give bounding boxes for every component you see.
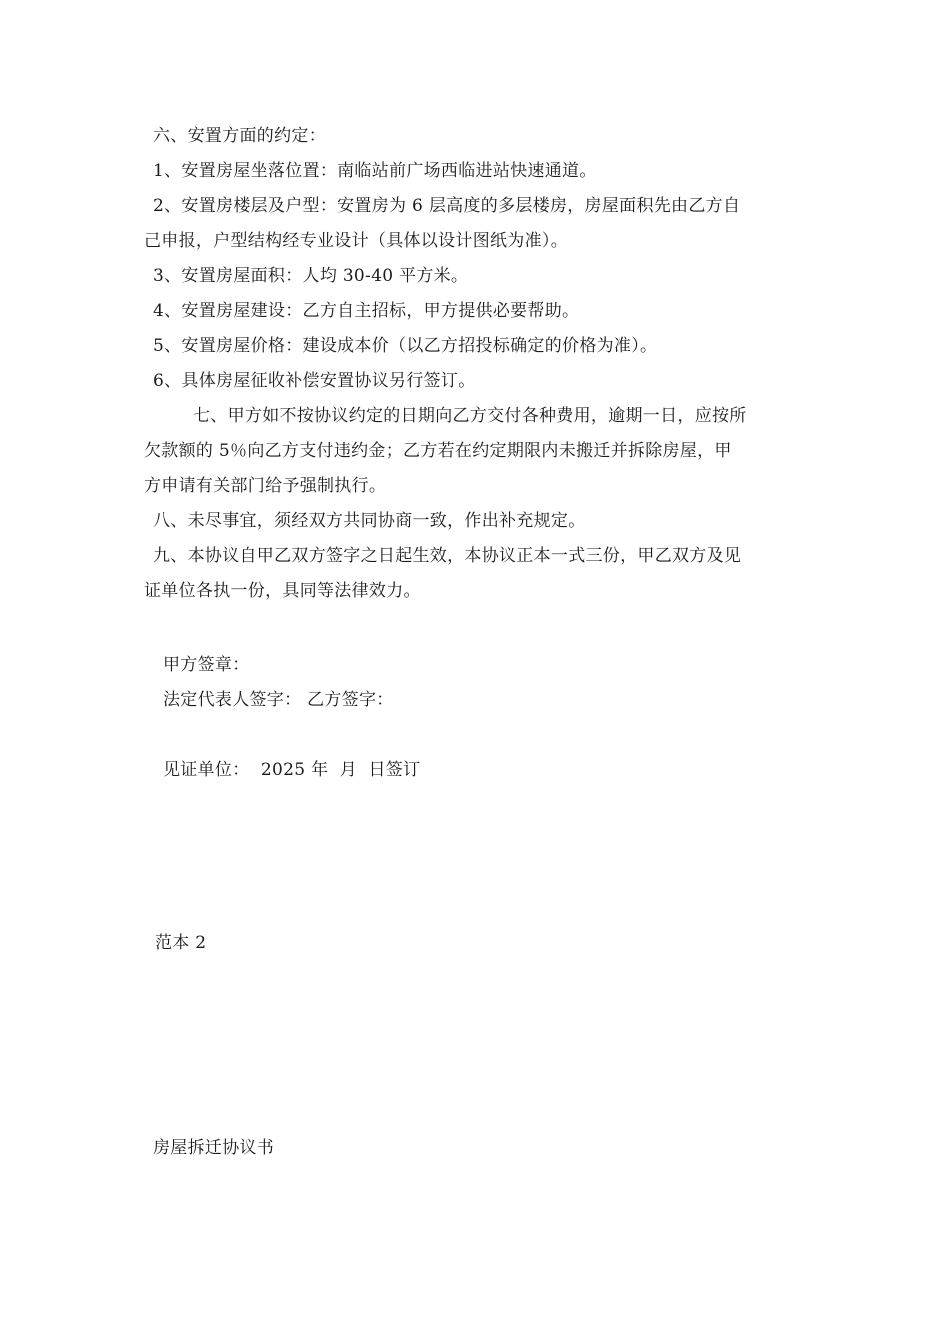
section-6-item-1: 1、安置房屋坐落位置：南临站前广场西临进站快速通道。 (153, 161, 597, 181)
section-6-item-2-line-2: 己申报，户型结构经专业设计（具体以设计图纸为准）。 (144, 231, 568, 251)
section-6-item-5: 5、安置房屋价格：建设成本价（以乙方招投标确定的价格为准）。 (153, 336, 658, 356)
section-9-line-1: 九、本协议自甲乙双方签字之日起生效，本协议正本一式三份，甲乙双方及见 (153, 546, 742, 566)
sample-label: 范本 2 (155, 933, 207, 953)
section-7-line-2: 欠款额的 5％向乙方支付违约金；乙方若在约定期限内未搬迁并拆除房屋，甲 (144, 441, 732, 461)
section-7-line-1: 七、甲方如不按协议约定的日期向乙方交付各种费用，逾期一日，应按所 (193, 406, 747, 426)
section-6-item-4: 4、安置房屋建设：乙方自主招标，甲方提供必要帮助。 (153, 301, 580, 321)
party-a-seal-label: 甲方签章： (163, 655, 250, 675)
section-7-line-3: 方申请有关部门给予强制执行。 (144, 476, 387, 496)
document-title: 房屋拆迁协议书 (153, 1138, 275, 1158)
section-6-item-6: 6、具体房屋征收补偿安置协议另行签订。 (153, 371, 476, 391)
section-6-item-2-line-1: 2、安置房楼层及户型：安置房为 6 层高度的多层楼房，房屋面积先由乙方自 (153, 196, 741, 216)
section-6-heading: 六、安置方面的约定： (153, 126, 326, 146)
legal-rep-and-party-b-signature: 法定代表人签字： 乙方签字： (163, 690, 394, 710)
section-8: 八、未尽事宜，须经双方共同协商一致，作出补充规定。 (153, 511, 586, 531)
section-9-line-2: 证单位各执一份，具同等法律效力。 (144, 581, 421, 601)
section-6-item-3: 3、安置房屋面积：人均 30-40 平方米。 (153, 266, 469, 286)
witness-and-date: 见证单位： 2025 年 月 日签订 (163, 760, 421, 780)
